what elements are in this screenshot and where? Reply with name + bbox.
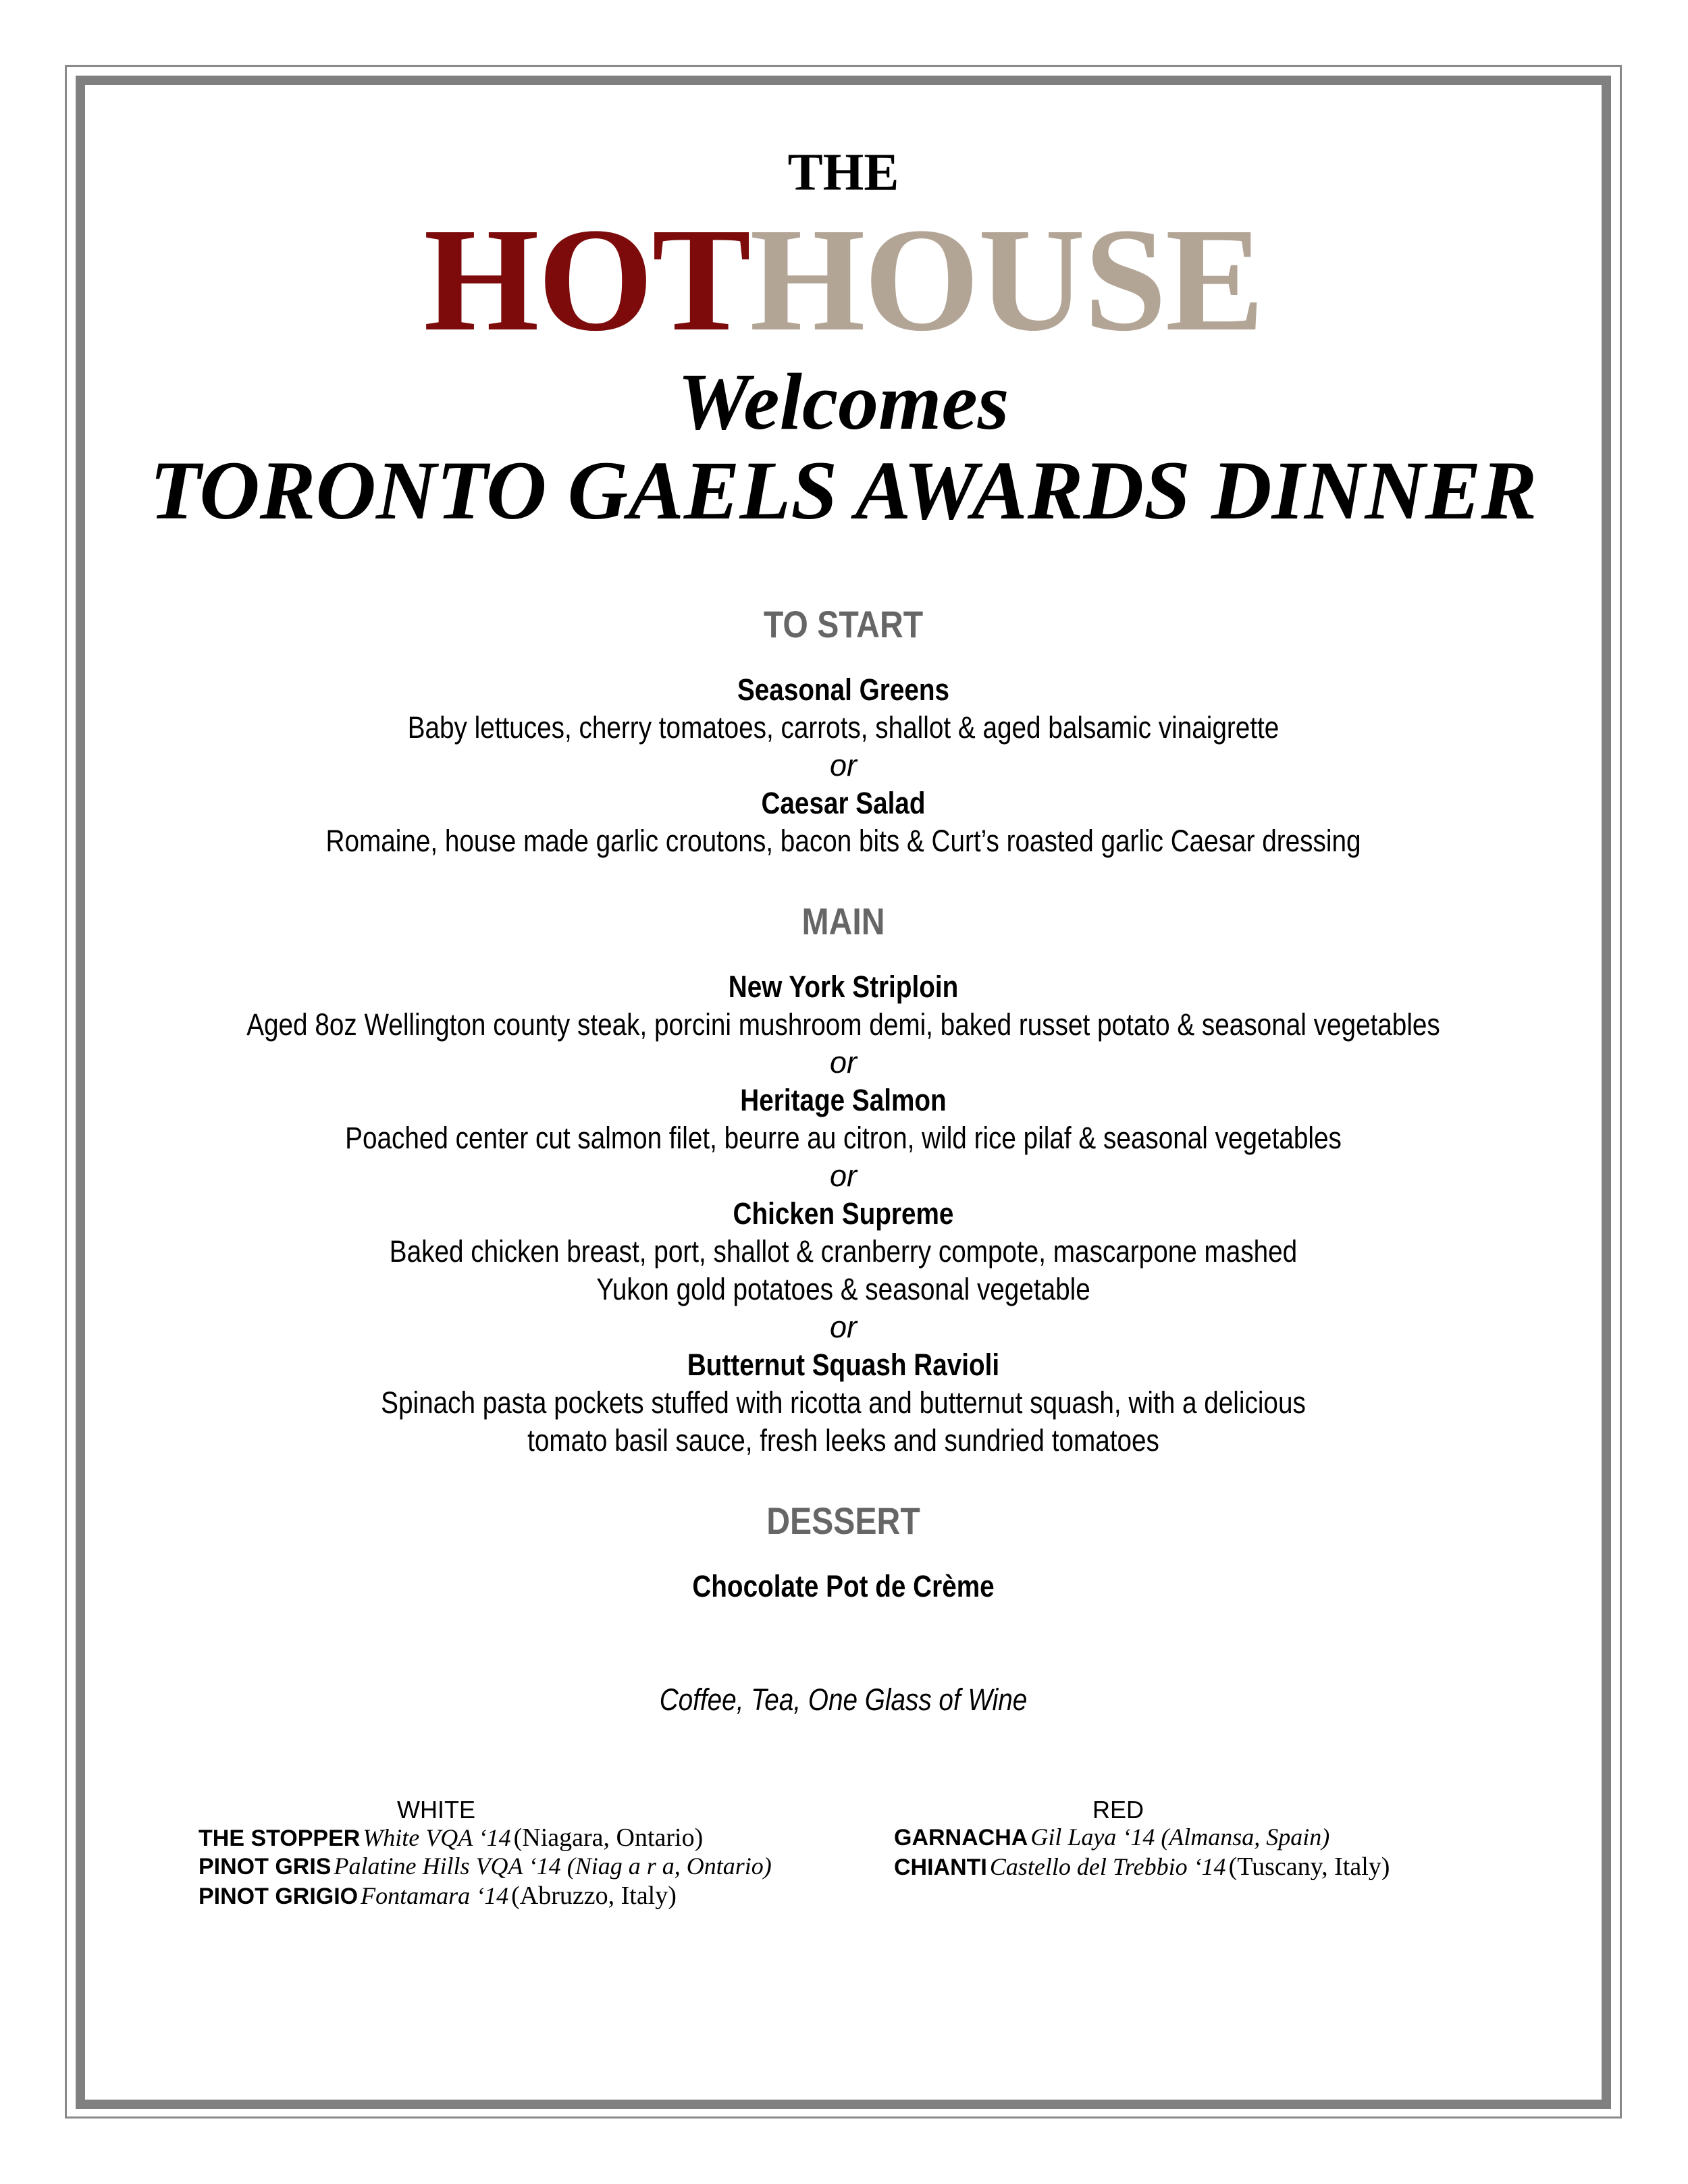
dish-description: tomato basil sauce, fresh leeks and sundried tomatoes <box>527 1423 1159 1458</box>
dish-name: New York Striploin <box>728 969 959 1004</box>
wine-producer: Palatine Hills VQA ‘14 (Niag a r a, Ontario) <box>334 1853 772 1880</box>
wine-producer: Castello del Trebbio ‘14 <box>989 1853 1226 1880</box>
menu-page <box>85 85 1602 2100</box>
logo-hot: HOT <box>423 197 750 362</box>
event-title: TORONTO GAELS AWARDS DINNER <box>149 444 1537 537</box>
dish-description: Yukon gold potatoes & seasonal vegetable <box>596 1272 1090 1306</box>
beverages-note: Coffee, Tea, One Glass of Wine <box>659 1682 1028 1717</box>
dish-name: Heritage Salmon <box>740 1083 947 1117</box>
or-separator: or <box>829 1158 857 1193</box>
wine-heading-red: RED <box>1092 1796 1144 1823</box>
or-separator: or <box>829 1045 857 1080</box>
dish-description: Romaine, house made garlic croutons, bacon bits & Curt’s roasted garlic Caesar dressing <box>325 824 1361 858</box>
dish-description: Spinach pasta pockets stuffed with ricotta and butternut squash, with a delicious <box>381 1385 1306 1420</box>
dish-description: Baby lettuces, cherry tomatoes, carrots, shallot & aged balsamic vinaigrette <box>407 710 1280 745</box>
or-separator: or <box>829 1310 857 1344</box>
dish-description: Baked chicken breast, port, shallot & cranberry compote, mascarpone mashed <box>389 1234 1298 1269</box>
the-label: THE <box>787 142 899 201</box>
wine-item <box>894 1852 1390 1882</box>
wine-item <box>894 1823 1329 1851</box>
dish-description: Poached center cut salmon filet, beurre au citron, wild rice pilaf & seasonal vegetables <box>345 1121 1342 1155</box>
wine-origin: (Niagara, Ontario) <box>513 1823 704 1852</box>
dish-name: Chocolate Pot de Crème <box>692 1569 995 1603</box>
wine-origin: (Tuscany, Italy) <box>1228 1853 1390 1881</box>
wine-producer: Fontamara ‘14 <box>361 1882 509 1909</box>
section-heading-to-start: TO START <box>763 603 924 645</box>
wine-name: CHIANTI <box>894 1855 987 1880</box>
logo-house: HOUSE <box>749 197 1263 362</box>
dish-name: Seasonal Greens <box>737 672 950 707</box>
wine-heading-white: WHITE <box>397 1796 475 1823</box>
dish-description: Aged 8oz Wellington county steak, porcini mushroom demi, baked russet potato & seasonal vegetables <box>246 1007 1440 1042</box>
dish-name: Butternut Squash Ravioli <box>687 1348 1000 1382</box>
section-heading-main: MAIN <box>801 900 885 942</box>
wine-item <box>199 1881 677 1911</box>
wine-producer: White VQA ‘14 <box>363 1824 511 1851</box>
dish-name: Chicken Supreme <box>733 1196 954 1231</box>
welcomes-text: Welcomes <box>677 356 1009 446</box>
wine-name: GARNACHA <box>894 1825 1028 1850</box>
wine-origin: (Abruzzo, Italy) <box>511 1882 677 1910</box>
dish-name: Caesar Salad <box>761 786 926 820</box>
restaurant-logo <box>85 197 1602 362</box>
wine-name: PINOT GRIGIO <box>199 1884 359 1909</box>
section-heading-dessert: DESSERT <box>766 1499 920 1542</box>
wine-name: THE STOPPER <box>199 1826 361 1851</box>
wine-name: PINOT GRIS <box>199 1854 332 1880</box>
wine-item <box>199 1823 703 1853</box>
or-separator: or <box>829 748 857 782</box>
wine-producer: Gil Laya ‘14 (Almansa, Spain) <box>1030 1823 1330 1850</box>
wine-item <box>199 1852 772 1880</box>
